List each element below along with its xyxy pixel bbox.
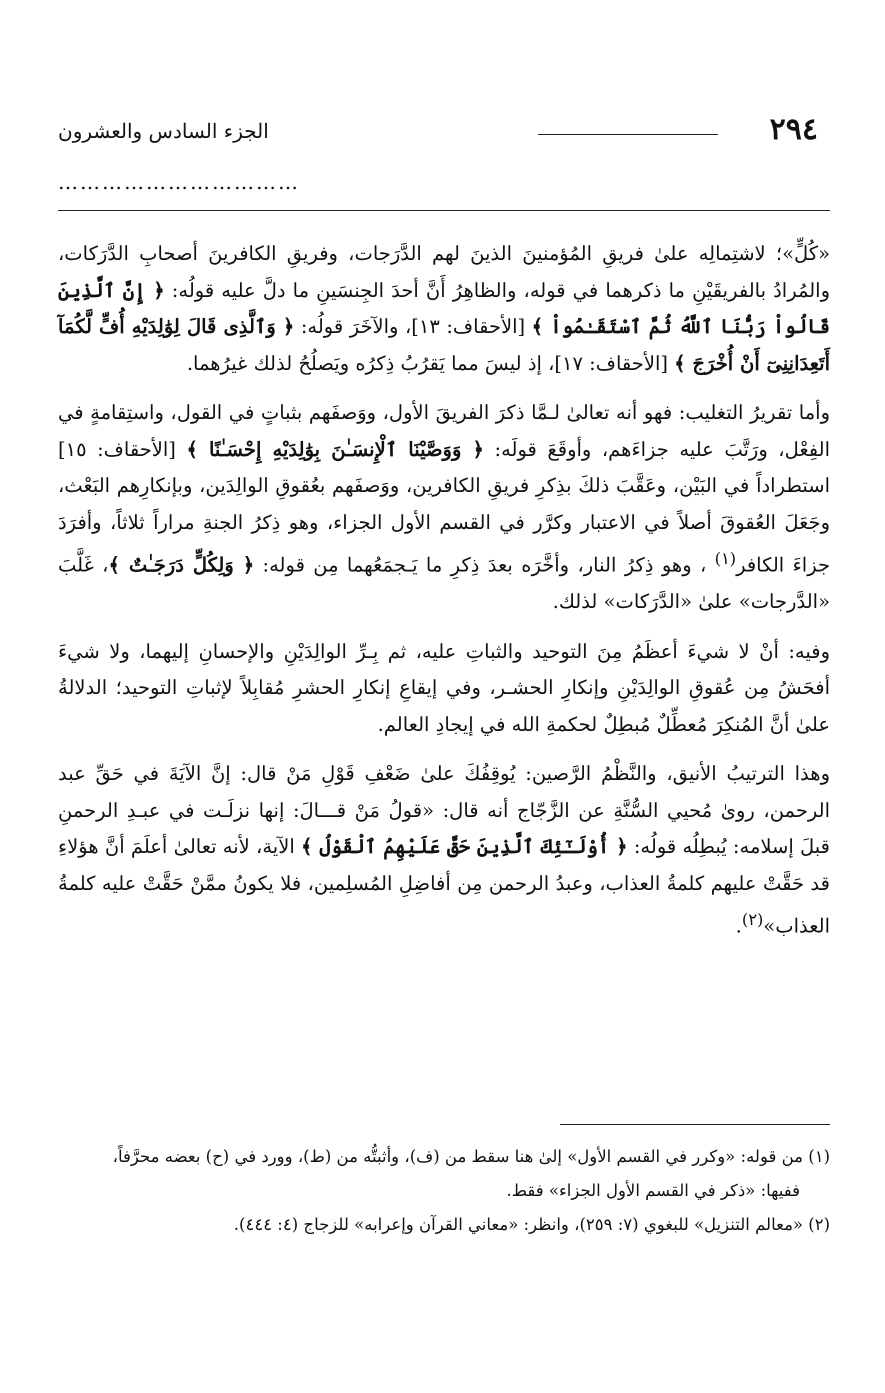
top-rule <box>58 210 830 211</box>
page-header <box>58 110 818 154</box>
paragraph-4: وهذا الترتيبُ الأنيق، والنَّظْمُ الرَّصين: يُوقِفُكَ علىٰ ضَعْفِ قَوْلِ مَنْ قال: إنَّ الآيَةَ في حَقِّ عبد الرحمن، روىٰ مُحيي السُّنَّةِ عن الزَّجّاج أنه قال: «قولُ مَنْ قـــالَ: إنها نزلَـت في عبـدِ الرحمنِ قبلَ إسلامه: يُبطِلُه قولُه: ﴿ أُوْلَـٰٓئِكَ ٱلَّذِينَ حَقَّ عَلَيْهِمُ ٱلْقَوْلُ ﴾ الآية، لأنه تعالىٰ أعلَمَ أنَّ هؤلاءِ قد حَقَّتْ عليهم كلمةُ العذاب، وعبدُ الرحمن مِن أفاضِلِ المُسلِمين، فلا يكونُ ممَّنْ حَقَّتْ عليه كلمةُ العذاب»$^{(٢)}$. <box>58 762 830 938</box>
footnote-1-line-2: ففيها: «ذكر في القسم الأول الجزاء» فقط. <box>506 1181 800 1200</box>
quran-quote: ﴿ وَٱلَّذِى قَالَ لِوَٰلِدَيْهِ أُفٍّ لَّكُمَآ أَتَعِدَانِنِىٓ أَنْ أُخْرَجَ ﴾ <box>58 315 830 375</box>
quran-quote: ﴿ وَوَصَّيْنَا ٱلْإِنسَـٰنَ بِوَٰلِدَيْهِ إِحْسَـٰنًا ﴾ <box>186 437 484 461</box>
footnote-ref[interactable]: (٢) <box>741 910 764 929</box>
page-number: ٢٩٤ <box>769 112 818 147</box>
paragraph-3: وفيه: أنْ لا شيءَ أعظَمُ مِنَ التوحيد والثباتِ عليه، ثم بِـرِّ الوالِدَيْنِ والإحسانِ إليهما، ولا شيءَ أفحَشُ مِن عُقوقِ الوالِدَيْنِ وإنكارِ الحشـر، وفي إيقاعِ إنكارِ الحشرِ مُقابِلاً لإثباتِ التوحيد؛ الدلالةُ علىٰ أنَّ المُنكِرَ مُعطِّلٌ مُبطِلٌ لحكمةِ الله في إيجادِ العالم. <box>58 639 830 736</box>
main-text <box>58 236 830 958</box>
quran-quote: ﴿ أُوْلَـٰٓئِكَ ٱلَّذِينَ حَقَّ عَلَيْهِمُ ٱلْقَوْلُ ﴾ <box>301 835 628 858</box>
paragraph-1: «كُلٍّ»؛ لاشتِمالِه علىٰ فريقِ المُؤمنينَ الذينَ لهم الدَّرَجات، وفريقِ الكافرينَ أصحابِ الدَّرَكات، والمُرادُ بالفريقَيْنِ ما ذكرهما في قوله، والظاهِرُ أَنَّ أحدَ الجِنسَينِ ما دلَّ عليه قولُه: ﴿ إِنَّ ٱلَّذِينَ قَالُواْ رَبُّنَا ٱللَّهُ ثُمَّ ٱسْتَقَـٰمُواْ ﴾ [الأحقاف: ١٣]، والآخَرَ قولُه: ﴿ وَٱلَّذِى قَالَ لِوَٰلِدَيْهِ أُفٍّ لَّكُمَآ أَتَعِدَانِنِىٓ أَنْ أُخْرَجَ ﴾ [الأحقاف: ١٧]، إذ ليسَ مما يَقرُبُ ذِكرُه ويَصلُحُ لذلك غيرُهما. <box>58 242 830 375</box>
footnotes <box>58 1140 830 1242</box>
running-title: الجزء السادس والعشرون <box>58 119 269 143</box>
footnote-2: (٢) «معالم التنزيل» للبغوي (٧: ٢٥٩)، وانظر: «معاني القرآن وإعرابه» للزجاج (٤: ٤٤٤). <box>233 1215 830 1234</box>
dotted-line: …………………………… <box>58 170 300 194</box>
quran-quote: ﴿ وَلِكُلٍّ دَرَجَـٰتٌ ﴾ <box>108 553 255 577</box>
paragraph-2: وأما تقريرُ التغليب: فهو أنه تعالىٰ لـمَّا ذكرَ الفريقَ الأول، ووَصفَهم بثباتٍ في القول، واستِقامةٍ في الفِعْل، ورَتَّبَ عليه جزاءَهم، وأوقَعَ قولَه: ﴿ وَوَصَّيْنَا ٱلْإِنسَـٰنَ بِوَٰلِدَيْهِ إِحْسَـٰنًا ﴾ [الأحقاف: ١٥] استطراداً في البَيْن، وعَقَّبَ ذلكَ بذِكرِ فريقِ الكافرين، ووَصفَهم بعُقوقِ الوالِدَين، وبإنكارِهم البَعْث، وجَعَلَ العُقوقَ أصلاً في الاعتبار وكرَّر في القسم الأول الجزاء، وهو ذِكرُ الجنةِ مراراً ثلاثاً، وأفرَدَ جزاءَ الكافر$^{(١)}$ ، وهو ذِكرُ النار، وأخَّرَه بعدَ ذِكرِ ما يَـجمَعُهما مِن قوله: ﴿ وَلِكُلٍّ دَرَجَـٰتٌ ﴾، غَلَّبَ «الدَّرجات» علىٰ «الدَّرَكات» لذلك. <box>58 401 831 613</box>
footnote-ref[interactable]: (١) <box>714 549 737 568</box>
footnote-rule <box>560 1124 830 1125</box>
footnote-1-line-1: (١) من قوله: «وكرر في القسم الأول» إلىٰ هنا سقط من (ف)، وأثبتُّه من (ط)، وورد في (ح) بعضه محرَّفاً، <box>112 1147 830 1166</box>
header-rule <box>538 134 718 135</box>
quran-quote: ﴿ إِنَّ ٱلَّذِينَ قَالُواْ رَبُّنَا ٱللَّهُ ثُمَّ ٱسْتَقَـٰمُواْ ﴾ <box>58 278 830 338</box>
